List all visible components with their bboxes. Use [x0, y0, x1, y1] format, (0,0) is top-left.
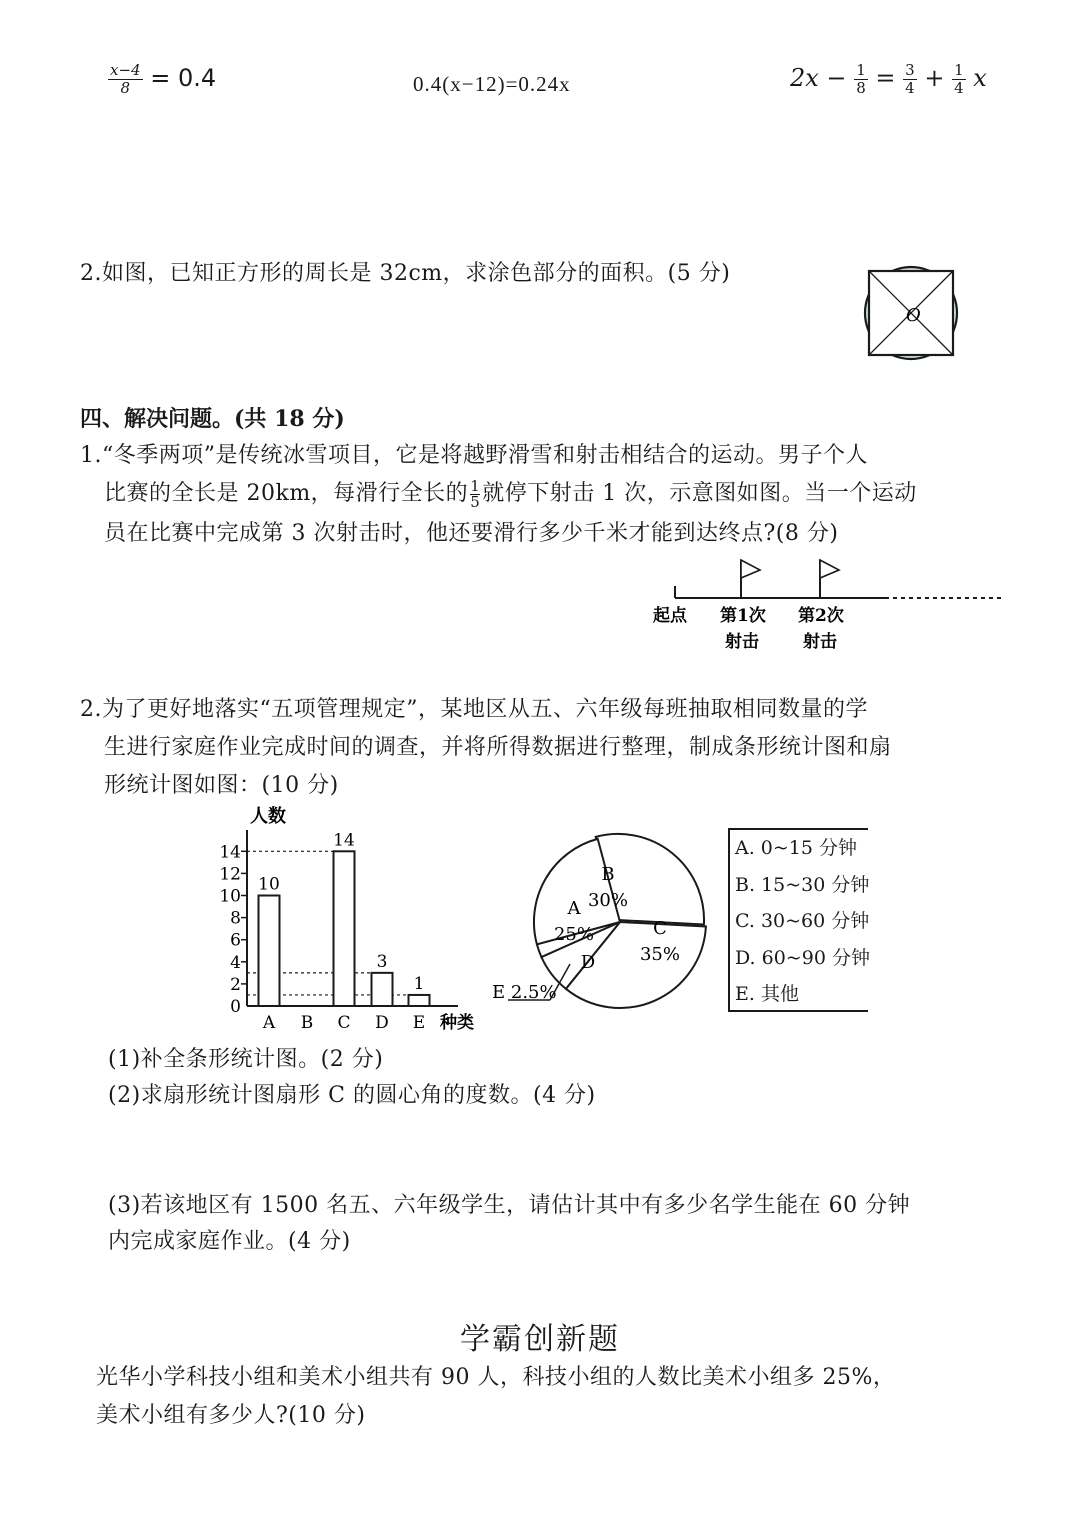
equation-1-numerator: x−4: [110, 61, 141, 79]
pie-pct-b: 30%: [587, 890, 629, 911]
circle-square-figure: [848, 262, 974, 362]
pie-pct-a: 25%: [553, 924, 595, 945]
bar-value-label: 10: [258, 874, 280, 895]
y-tick-label: 4: [230, 952, 241, 973]
y-tick-label: 8: [230, 908, 241, 929]
legend-item: B. 15~30 分钟: [735, 873, 870, 896]
one-fifth-den: 5: [470, 492, 481, 511]
pie-pct-c: 35%: [639, 944, 681, 965]
bar-c: [334, 851, 355, 1006]
equation-3-frac2-num: 3: [905, 61, 915, 79]
shot-2-label-a: 第2次: [798, 606, 844, 626]
y-tick-label: 0: [230, 997, 241, 1017]
q2-sub-2: (2)求扇形统计图扇形 C 的圆心角的度数。(4 分): [108, 1083, 596, 1108]
x-tick-label: C: [337, 1013, 351, 1033]
legend-item: A. 0~15 分钟: [735, 837, 858, 859]
bar-value-label: 3: [376, 951, 388, 972]
one-fifth-num: 1: [470, 476, 481, 495]
equation-1-denominator: 8: [120, 79, 131, 97]
shot-1-label-b: 射击: [725, 632, 759, 652]
q1-line-2-a: 比赛的全长是 20km，每滑行全长的: [104, 481, 469, 506]
bar-chart-xlabel: 种类: [440, 1013, 474, 1033]
equation-3-frac2-den: 4: [905, 79, 915, 97]
x-tick-label: B: [300, 1013, 314, 1033]
equation-3-frac3-num: 1: [954, 61, 964, 79]
bar-value-label: 1: [413, 973, 425, 994]
ski-course-diagram: [645, 552, 1005, 662]
q1-line-2: [104, 474, 917, 514]
y-tick-label: 6: [230, 930, 241, 951]
bonus-line-1: 光华小学科技小组和美术小组共有 90 人，科技小组的人数比美术小组多 25%，: [96, 1365, 896, 1390]
legend-item: E. 其他: [735, 983, 799, 1005]
pie-legend: [728, 828, 868, 1012]
flag-2-icon: [820, 560, 839, 578]
pie-label-b: B: [601, 864, 615, 885]
equation-1-rhs: = 0.4: [150, 64, 217, 92]
q1-line-1: 1.“冬季两项”是传统冰雪项目，它是将越野滑雪和射击相结合的运动。男子个人: [80, 443, 868, 468]
y-tick-label: 2: [230, 974, 241, 995]
pie-label-c: C: [653, 918, 667, 939]
bar-chart-ylabel: 人数: [250, 806, 286, 827]
bar-chart: [210, 800, 490, 1040]
question-geometry-text: 2.如图，已知正方形的周长是 32cm，求涂色部分的面积。(5 分): [80, 261, 731, 286]
bar-e: [409, 995, 430, 1006]
equation-3-lhs: 2x −: [790, 64, 847, 92]
q2-sub-1: (1)补全条形统计图。(2 分): [108, 1047, 384, 1072]
equation-1: [108, 62, 216, 97]
flag-1-icon: [741, 560, 760, 578]
shot-2-label-b: 射击: [803, 632, 837, 652]
q2-sub-3-line-1: (3)若该地区有 1500 名五、六年级学生，请估计其中有多少名学生能在 60 分钟: [108, 1193, 911, 1218]
equation-3-equals: =: [875, 64, 896, 92]
bar-a: [259, 896, 280, 1007]
equation-2: 0.4(x−12)=0.24x: [413, 72, 571, 96]
one-fifth-fraction: [470, 476, 481, 511]
start-label: 起点: [653, 606, 687, 626]
q2-sub-3-line-2: 内完成家庭作业。(4 分): [108, 1229, 351, 1254]
bar-d: [372, 973, 393, 1006]
legend-item: C. 30~60 分钟: [735, 910, 870, 932]
equation-3: [790, 62, 987, 97]
equation-3-frac1-num: 1: [856, 61, 866, 79]
bonus-title: 学霸创新题: [460, 1322, 620, 1357]
legend-item: D. 60~90 分钟: [735, 946, 870, 969]
q2-line-2: 生进行家庭作业完成时间的调查，并将所得数据进行整理，制成条形统计图和扇: [104, 735, 892, 760]
bonus-line-2: 美术小组有多少人?(10 分): [96, 1403, 366, 1428]
x-tick-label: D: [375, 1013, 389, 1033]
equation-1-fraction: [108, 62, 143, 97]
pie-label-d: D: [580, 952, 596, 973]
center-label-o: O: [906, 305, 921, 326]
equation-3-x: x: [973, 64, 987, 92]
y-tick-label: 14: [219, 842, 241, 863]
y-tick-label: 10: [219, 886, 241, 907]
section-4-title: 四、解决问题。(共 18 分): [80, 406, 345, 432]
equation-3-plus: +: [924, 64, 945, 92]
x-tick-label: A: [262, 1013, 276, 1033]
equation-3-frac3-den: 4: [954, 79, 964, 97]
bar-value-label: 14: [333, 830, 355, 851]
e-slice-label: E 2.5%: [492, 982, 557, 1003]
q1-line-2-b: 就停下射击 1 次，示意图如图。当一个运动: [482, 481, 917, 506]
x-tick-label: E: [412, 1013, 426, 1033]
q1-line-3: 员在比赛中完成第 3 次射击时，他还要滑行多少千米才能到达终点?(8 分): [104, 521, 839, 546]
shot-1-label-a: 第1次: [720, 606, 766, 626]
pie-label-a: A: [567, 898, 581, 919]
pie-chart: [488, 810, 724, 1010]
q2-line-1: 2.为了更好地落实“五项管理规定”，某地区从五、六年级每班抽取相同数量的学: [80, 697, 868, 722]
y-tick-label: 12: [219, 864, 241, 885]
q2-line-3: 形统计图如图：(10 分): [104, 773, 339, 798]
equation-3-frac1-den: 8: [856, 79, 866, 97]
